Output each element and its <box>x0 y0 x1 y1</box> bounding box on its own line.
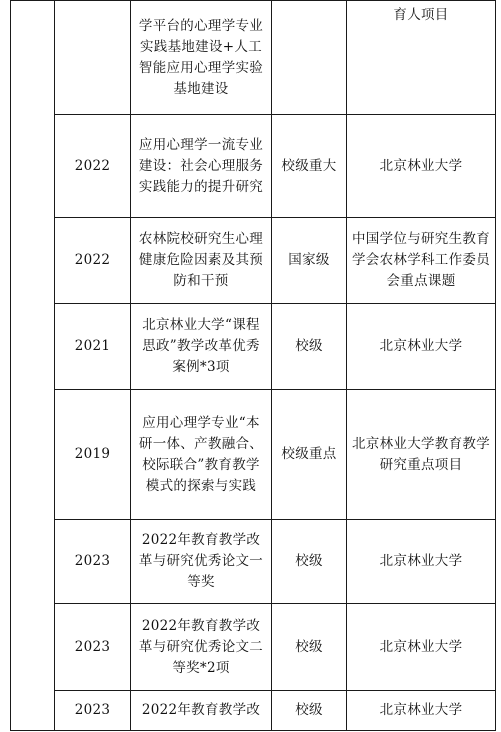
project-name-text: 应用心理学一流专业建设：社会心理服务实践能力的提升研究 <box>138 136 264 195</box>
table-row <box>11 390 496 520</box>
table-row <box>11 304 496 390</box>
source-cell <box>347 390 496 520</box>
year-cell <box>55 115 131 218</box>
source-text: 北京林业大学 <box>379 338 463 354</box>
source-cell <box>347 520 496 604</box>
project-name-text: 2022年教育教学改革与研究优秀论文一等奖 <box>138 532 264 590</box>
project-name-text: 北京林业大学“课程思政”教学改革优秀案例*3项 <box>142 317 260 375</box>
source-cell <box>347 691 496 731</box>
table-row <box>11 604 496 691</box>
blank-left-column <box>11 1 55 731</box>
table-row <box>11 115 496 218</box>
source-text: 北京林业大学 <box>379 157 463 174</box>
year-cell <box>55 218 131 304</box>
project-name-text: 2022年教育教学改 <box>141 702 261 718</box>
project-name-cell <box>131 304 272 390</box>
source-text: 北京林业大学教育教学研究重点项目 <box>352 435 490 473</box>
year-text: 2023 <box>74 638 111 655</box>
level-cell <box>272 520 347 604</box>
source-cell <box>347 115 496 218</box>
year-cell <box>55 1 131 115</box>
project-name-cell <box>131 390 272 520</box>
project-name-text: 农林院校研究生心理健康危险因素及其预防和干预 <box>138 231 264 289</box>
level-text: 校级 <box>295 553 323 569</box>
source-text: 北京林业大学 <box>379 702 463 718</box>
project-name-cell <box>131 604 272 691</box>
level-cell <box>272 390 347 520</box>
year-cell <box>55 304 131 390</box>
level-cell <box>272 304 347 390</box>
project-name-cell <box>131 520 272 604</box>
level-text: 校级重点 <box>281 446 337 462</box>
year-cell <box>55 691 131 731</box>
year-text: 2019 <box>74 446 111 462</box>
table-row <box>11 520 496 604</box>
project-name-text: 2022年教育教学改革与研究优秀论文二等奖*2项 <box>138 617 264 676</box>
source-cell <box>347 218 496 304</box>
year-text: 2022 <box>74 157 111 174</box>
year-text: 2021 <box>74 338 111 354</box>
level-text: 校级 <box>295 702 323 718</box>
year-cell <box>55 520 131 604</box>
source-text: 育人项目 <box>393 7 449 23</box>
source-cell <box>347 304 496 390</box>
project-name-cell <box>131 691 272 731</box>
level-cell <box>272 1 347 115</box>
table-row <box>11 218 496 304</box>
project-name-cell <box>131 218 272 304</box>
table-row <box>11 691 496 731</box>
project-name-text: 应用心理学专业“本研一体、产教融合、校际联合”教育教学模式的探索与实践 <box>138 414 264 494</box>
source-text: 北京林业大学 <box>379 638 463 655</box>
projects-table <box>10 0 496 731</box>
year-cell <box>55 390 131 520</box>
year-text: 2022 <box>74 252 111 268</box>
level-cell <box>272 604 347 691</box>
level-cell <box>272 115 347 218</box>
source-text: 中国学位与研究生教育学会农林学科工作委员会重点课题 <box>352 231 490 289</box>
year-text: 2023 <box>74 553 111 569</box>
level-cell <box>272 691 347 731</box>
project-name-cell <box>131 115 272 218</box>
source-cell <box>347 604 496 691</box>
level-text: 校级 <box>295 338 323 354</box>
table-row <box>11 1 496 115</box>
year-text: 2023 <box>74 702 111 718</box>
source-cell <box>347 1 496 115</box>
level-cell <box>272 218 347 304</box>
source-text: 北京林业大学 <box>379 553 463 569</box>
project-name-text: 学平台的心理学专业实践基地建设+人工智能应用心理学实验基地建设 <box>138 17 264 97</box>
project-name-cell <box>131 1 272 115</box>
level-text: 校级 <box>295 638 323 655</box>
level-text: 国家级 <box>288 252 330 268</box>
level-text: 校级重大 <box>281 157 337 174</box>
year-cell <box>55 604 131 691</box>
